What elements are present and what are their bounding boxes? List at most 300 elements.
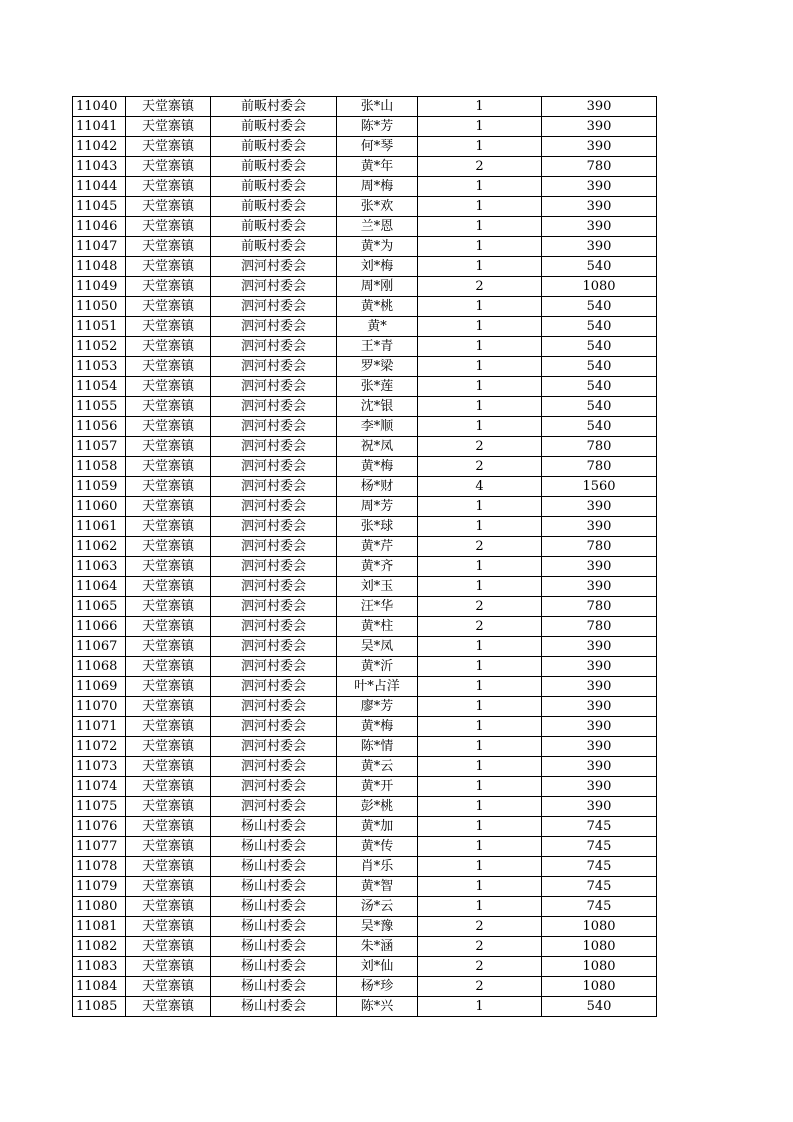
table-row bbox=[73, 237, 657, 257]
count-cell: 1 bbox=[418, 817, 542, 837]
count-cell: 1 bbox=[418, 877, 542, 897]
town-cell: 天堂寨镇 bbox=[126, 417, 211, 437]
town-cell: 天堂寨镇 bbox=[126, 117, 211, 137]
row-id-cell: 11051 bbox=[73, 317, 126, 337]
count-cell: 1 bbox=[418, 577, 542, 597]
village-cell: 杨山村委会 bbox=[211, 837, 337, 857]
town-cell: 天堂寨镇 bbox=[126, 737, 211, 757]
name-cell: 何*琴 bbox=[337, 137, 418, 157]
table-row bbox=[73, 457, 657, 477]
table-row bbox=[73, 177, 657, 197]
count-cell: 1 bbox=[418, 377, 542, 397]
name-cell: 黄*云 bbox=[337, 757, 418, 777]
row-id-cell: 11063 bbox=[73, 557, 126, 577]
town-cell: 天堂寨镇 bbox=[126, 937, 211, 957]
table-row bbox=[73, 977, 657, 997]
amount-cell: 390 bbox=[542, 217, 657, 237]
row-id-cell: 11042 bbox=[73, 137, 126, 157]
table-row bbox=[73, 817, 657, 837]
village-cell: 前畈村委会 bbox=[211, 197, 337, 217]
count-cell: 1 bbox=[418, 117, 542, 137]
name-cell: 黄*梅 bbox=[337, 717, 418, 737]
amount-cell: 780 bbox=[542, 537, 657, 557]
table-row bbox=[73, 377, 657, 397]
village-cell: 泗河村委会 bbox=[211, 617, 337, 637]
table-row bbox=[73, 397, 657, 417]
village-cell: 泗河村委会 bbox=[211, 737, 337, 757]
amount-cell: 390 bbox=[542, 717, 657, 737]
village-cell: 泗河村委会 bbox=[211, 297, 337, 317]
village-cell: 泗河村委会 bbox=[211, 457, 337, 477]
count-cell: 1 bbox=[418, 217, 542, 237]
amount-cell: 390 bbox=[542, 497, 657, 517]
count-cell: 1 bbox=[418, 857, 542, 877]
name-cell: 黄*桃 bbox=[337, 297, 418, 317]
count-cell: 1 bbox=[418, 837, 542, 857]
name-cell: 吴*豫 bbox=[337, 917, 418, 937]
count-cell: 1 bbox=[418, 737, 542, 757]
town-cell: 天堂寨镇 bbox=[126, 437, 211, 457]
name-cell: 李*顺 bbox=[337, 417, 418, 437]
amount-cell: 390 bbox=[542, 557, 657, 577]
count-cell: 1 bbox=[418, 297, 542, 317]
count-cell: 2 bbox=[418, 597, 542, 617]
village-cell: 泗河村委会 bbox=[211, 637, 337, 657]
table-row bbox=[73, 257, 657, 277]
row-id-cell: 11085 bbox=[73, 997, 126, 1017]
village-cell: 杨山村委会 bbox=[211, 817, 337, 837]
name-cell: 杨*珍 bbox=[337, 977, 418, 997]
amount-cell: 780 bbox=[542, 437, 657, 457]
name-cell: 黄*开 bbox=[337, 777, 418, 797]
count-cell: 1 bbox=[418, 677, 542, 697]
town-cell: 天堂寨镇 bbox=[126, 717, 211, 737]
town-cell: 天堂寨镇 bbox=[126, 377, 211, 397]
amount-cell: 390 bbox=[542, 697, 657, 717]
amount-cell: 390 bbox=[542, 797, 657, 817]
name-cell: 黄*柱 bbox=[337, 617, 418, 637]
row-id-cell: 11047 bbox=[73, 237, 126, 257]
village-cell: 杨山村委会 bbox=[211, 917, 337, 937]
row-id-cell: 11070 bbox=[73, 697, 126, 717]
count-cell: 1 bbox=[418, 797, 542, 817]
row-id-cell: 11073 bbox=[73, 757, 126, 777]
amount-cell: 390 bbox=[542, 197, 657, 217]
row-id-cell: 11055 bbox=[73, 397, 126, 417]
village-cell: 泗河村委会 bbox=[211, 417, 337, 437]
row-id-cell: 11069 bbox=[73, 677, 126, 697]
row-id-cell: 11061 bbox=[73, 517, 126, 537]
village-cell: 泗河村委会 bbox=[211, 777, 337, 797]
village-cell: 泗河村委会 bbox=[211, 437, 337, 457]
town-cell: 天堂寨镇 bbox=[126, 457, 211, 477]
count-cell: 1 bbox=[418, 417, 542, 437]
table-row bbox=[73, 597, 657, 617]
name-cell: 周*梅 bbox=[337, 177, 418, 197]
town-cell: 天堂寨镇 bbox=[126, 317, 211, 337]
name-cell: 吴*凤 bbox=[337, 637, 418, 657]
town-cell: 天堂寨镇 bbox=[126, 477, 211, 497]
table-row bbox=[73, 677, 657, 697]
recipient-table bbox=[72, 96, 657, 1017]
count-cell: 2 bbox=[418, 537, 542, 557]
name-cell: 汤*云 bbox=[337, 897, 418, 917]
village-cell: 泗河村委会 bbox=[211, 577, 337, 597]
village-cell: 泗河村委会 bbox=[211, 677, 337, 697]
amount-cell: 540 bbox=[542, 357, 657, 377]
count-cell: 2 bbox=[418, 957, 542, 977]
village-cell: 前畈村委会 bbox=[211, 117, 337, 137]
town-cell: 天堂寨镇 bbox=[126, 837, 211, 857]
table-row bbox=[73, 517, 657, 537]
town-cell: 天堂寨镇 bbox=[126, 257, 211, 277]
amount-cell: 780 bbox=[542, 457, 657, 477]
table-row bbox=[73, 717, 657, 737]
count-cell: 1 bbox=[418, 357, 542, 377]
town-cell: 天堂寨镇 bbox=[126, 877, 211, 897]
count-cell: 1 bbox=[418, 657, 542, 677]
name-cell: 黄*芹 bbox=[337, 537, 418, 557]
count-cell: 1 bbox=[418, 897, 542, 917]
count-cell: 1 bbox=[418, 777, 542, 797]
amount-cell: 780 bbox=[542, 597, 657, 617]
count-cell: 1 bbox=[418, 137, 542, 157]
table-row bbox=[73, 657, 657, 677]
name-cell: 汪*华 bbox=[337, 597, 418, 617]
count-cell: 1 bbox=[418, 397, 542, 417]
table-row bbox=[73, 757, 657, 777]
village-cell: 杨山村委会 bbox=[211, 977, 337, 997]
table-row bbox=[73, 937, 657, 957]
village-cell: 泗河村委会 bbox=[211, 337, 337, 357]
town-cell: 天堂寨镇 bbox=[126, 177, 211, 197]
count-cell: 2 bbox=[418, 917, 542, 937]
row-id-cell: 11067 bbox=[73, 637, 126, 657]
table-row bbox=[73, 97, 657, 117]
row-id-cell: 11052 bbox=[73, 337, 126, 357]
table-row bbox=[73, 417, 657, 437]
table-row bbox=[73, 637, 657, 657]
row-id-cell: 11064 bbox=[73, 577, 126, 597]
amount-cell: 390 bbox=[542, 577, 657, 597]
name-cell: 叶*占洋 bbox=[337, 677, 418, 697]
village-cell: 泗河村委会 bbox=[211, 317, 337, 337]
row-id-cell: 11044 bbox=[73, 177, 126, 197]
name-cell: 肖*乐 bbox=[337, 857, 418, 877]
village-cell: 泗河村委会 bbox=[211, 797, 337, 817]
name-cell: 沈*银 bbox=[337, 397, 418, 417]
village-cell: 杨山村委会 bbox=[211, 957, 337, 977]
town-cell: 天堂寨镇 bbox=[126, 237, 211, 257]
name-cell: 彭*桃 bbox=[337, 797, 418, 817]
amount-cell: 745 bbox=[542, 877, 657, 897]
amount-cell: 390 bbox=[542, 97, 657, 117]
name-cell: 刘*仙 bbox=[337, 957, 418, 977]
name-cell: 陈*情 bbox=[337, 737, 418, 757]
amount-cell: 390 bbox=[542, 637, 657, 657]
count-cell: 1 bbox=[418, 197, 542, 217]
village-cell: 杨山村委会 bbox=[211, 877, 337, 897]
row-id-cell: 11048 bbox=[73, 257, 126, 277]
town-cell: 天堂寨镇 bbox=[126, 397, 211, 417]
village-cell: 前畈村委会 bbox=[211, 157, 337, 177]
name-cell: 廖*芳 bbox=[337, 697, 418, 717]
row-id-cell: 11043 bbox=[73, 157, 126, 177]
table-body bbox=[73, 97, 657, 1017]
village-cell: 泗河村委会 bbox=[211, 497, 337, 517]
amount-cell: 540 bbox=[542, 997, 657, 1017]
village-cell: 泗河村委会 bbox=[211, 377, 337, 397]
name-cell: 张*山 bbox=[337, 97, 418, 117]
table-row bbox=[73, 297, 657, 317]
town-cell: 天堂寨镇 bbox=[126, 297, 211, 317]
count-cell: 1 bbox=[418, 557, 542, 577]
table-row bbox=[73, 737, 657, 757]
amount-cell: 540 bbox=[542, 337, 657, 357]
name-cell: 罗*梁 bbox=[337, 357, 418, 377]
town-cell: 天堂寨镇 bbox=[126, 137, 211, 157]
table-row bbox=[73, 117, 657, 137]
amount-cell: 540 bbox=[542, 317, 657, 337]
name-cell: 黄*加 bbox=[337, 817, 418, 837]
amount-cell: 745 bbox=[542, 817, 657, 837]
count-cell: 1 bbox=[418, 237, 542, 257]
amount-cell: 540 bbox=[542, 377, 657, 397]
village-cell: 泗河村委会 bbox=[211, 657, 337, 677]
count-cell: 2 bbox=[418, 437, 542, 457]
village-cell: 泗河村委会 bbox=[211, 697, 337, 717]
count-cell: 2 bbox=[418, 277, 542, 297]
amount-cell: 390 bbox=[542, 757, 657, 777]
name-cell: 兰*恩 bbox=[337, 217, 418, 237]
town-cell: 天堂寨镇 bbox=[126, 777, 211, 797]
name-cell: 刘*梅 bbox=[337, 257, 418, 277]
count-cell: 1 bbox=[418, 257, 542, 277]
table-row bbox=[73, 797, 657, 817]
row-id-cell: 11053 bbox=[73, 357, 126, 377]
village-cell: 杨山村委会 bbox=[211, 937, 337, 957]
row-id-cell: 11068 bbox=[73, 657, 126, 677]
amount-cell: 390 bbox=[542, 117, 657, 137]
table-row bbox=[73, 617, 657, 637]
town-cell: 天堂寨镇 bbox=[126, 617, 211, 637]
name-cell: 张*莲 bbox=[337, 377, 418, 397]
village-cell: 泗河村委会 bbox=[211, 517, 337, 537]
name-cell: 黄*梅 bbox=[337, 457, 418, 477]
amount-cell: 390 bbox=[542, 517, 657, 537]
village-cell: 杨山村委会 bbox=[211, 997, 337, 1017]
town-cell: 天堂寨镇 bbox=[126, 577, 211, 597]
town-cell: 天堂寨镇 bbox=[126, 597, 211, 617]
row-id-cell: 11083 bbox=[73, 957, 126, 977]
amount-cell: 1080 bbox=[542, 977, 657, 997]
table-row bbox=[73, 557, 657, 577]
count-cell: 1 bbox=[418, 517, 542, 537]
village-cell: 前畈村委会 bbox=[211, 97, 337, 117]
name-cell: 朱*涵 bbox=[337, 937, 418, 957]
table-row bbox=[73, 537, 657, 557]
count-cell: 1 bbox=[418, 717, 542, 737]
amount-cell: 1080 bbox=[542, 917, 657, 937]
village-cell: 泗河村委会 bbox=[211, 257, 337, 277]
town-cell: 天堂寨镇 bbox=[126, 197, 211, 217]
village-cell: 杨山村委会 bbox=[211, 897, 337, 917]
row-id-cell: 11077 bbox=[73, 837, 126, 857]
row-id-cell: 11081 bbox=[73, 917, 126, 937]
village-cell: 前畈村委会 bbox=[211, 177, 337, 197]
amount-cell: 390 bbox=[542, 737, 657, 757]
count-cell: 1 bbox=[418, 757, 542, 777]
amount-cell: 390 bbox=[542, 777, 657, 797]
row-id-cell: 11056 bbox=[73, 417, 126, 437]
amount-cell: 780 bbox=[542, 617, 657, 637]
amount-cell: 390 bbox=[542, 237, 657, 257]
town-cell: 天堂寨镇 bbox=[126, 497, 211, 517]
row-id-cell: 11078 bbox=[73, 857, 126, 877]
village-cell: 杨山村委会 bbox=[211, 857, 337, 877]
table-row bbox=[73, 777, 657, 797]
count-cell: 1 bbox=[418, 697, 542, 717]
town-cell: 天堂寨镇 bbox=[126, 897, 211, 917]
name-cell: 黄*智 bbox=[337, 877, 418, 897]
table-row bbox=[73, 997, 657, 1017]
table-row bbox=[73, 337, 657, 357]
name-cell: 黄*传 bbox=[337, 837, 418, 857]
name-cell: 祝*凤 bbox=[337, 437, 418, 457]
village-cell: 泗河村委会 bbox=[211, 537, 337, 557]
name-cell: 陈*芳 bbox=[337, 117, 418, 137]
amount-cell: 390 bbox=[542, 677, 657, 697]
amount-cell: 745 bbox=[542, 897, 657, 917]
amount-cell: 780 bbox=[542, 157, 657, 177]
amount-cell: 1080 bbox=[542, 957, 657, 977]
table-row bbox=[73, 497, 657, 517]
row-id-cell: 11054 bbox=[73, 377, 126, 397]
town-cell: 天堂寨镇 bbox=[126, 557, 211, 577]
village-cell: 前畈村委会 bbox=[211, 137, 337, 157]
town-cell: 天堂寨镇 bbox=[126, 797, 211, 817]
town-cell: 天堂寨镇 bbox=[126, 677, 211, 697]
row-id-cell: 11072 bbox=[73, 737, 126, 757]
count-cell: 4 bbox=[418, 477, 542, 497]
town-cell: 天堂寨镇 bbox=[126, 217, 211, 237]
name-cell: 杨*财 bbox=[337, 477, 418, 497]
amount-cell: 540 bbox=[542, 417, 657, 437]
village-cell: 泗河村委会 bbox=[211, 477, 337, 497]
amount-cell: 745 bbox=[542, 837, 657, 857]
table-row bbox=[73, 697, 657, 717]
row-id-cell: 11040 bbox=[73, 97, 126, 117]
village-cell: 泗河村委会 bbox=[211, 717, 337, 737]
row-id-cell: 11079 bbox=[73, 877, 126, 897]
row-id-cell: 11062 bbox=[73, 537, 126, 557]
name-cell: 周*刚 bbox=[337, 277, 418, 297]
row-id-cell: 11082 bbox=[73, 937, 126, 957]
table-row bbox=[73, 137, 657, 157]
row-id-cell: 11059 bbox=[73, 477, 126, 497]
count-cell: 1 bbox=[418, 637, 542, 657]
name-cell: 黄*为 bbox=[337, 237, 418, 257]
count-cell: 1 bbox=[418, 337, 542, 357]
table-row bbox=[73, 277, 657, 297]
name-cell: 周*芳 bbox=[337, 497, 418, 517]
table-row bbox=[73, 317, 657, 337]
town-cell: 天堂寨镇 bbox=[126, 517, 211, 537]
row-id-cell: 11080 bbox=[73, 897, 126, 917]
table-row bbox=[73, 357, 657, 377]
row-id-cell: 11049 bbox=[73, 277, 126, 297]
town-cell: 天堂寨镇 bbox=[126, 657, 211, 677]
town-cell: 天堂寨镇 bbox=[126, 337, 211, 357]
count-cell: 1 bbox=[418, 317, 542, 337]
amount-cell: 1080 bbox=[542, 937, 657, 957]
count-cell: 1 bbox=[418, 177, 542, 197]
table-row bbox=[73, 857, 657, 877]
town-cell: 天堂寨镇 bbox=[126, 757, 211, 777]
town-cell: 天堂寨镇 bbox=[126, 857, 211, 877]
row-id-cell: 11058 bbox=[73, 457, 126, 477]
town-cell: 天堂寨镇 bbox=[126, 157, 211, 177]
table-row bbox=[73, 877, 657, 897]
village-cell: 前畈村委会 bbox=[211, 237, 337, 257]
amount-cell: 745 bbox=[542, 857, 657, 877]
table-row bbox=[73, 437, 657, 457]
name-cell: 黄*沂 bbox=[337, 657, 418, 677]
village-cell: 泗河村委会 bbox=[211, 357, 337, 377]
row-id-cell: 11076 bbox=[73, 817, 126, 837]
row-id-cell: 11046 bbox=[73, 217, 126, 237]
table-row bbox=[73, 837, 657, 857]
town-cell: 天堂寨镇 bbox=[126, 957, 211, 977]
town-cell: 天堂寨镇 bbox=[126, 537, 211, 557]
name-cell: 黄* bbox=[337, 317, 418, 337]
table-row bbox=[73, 917, 657, 937]
count-cell: 1 bbox=[418, 997, 542, 1017]
village-cell: 泗河村委会 bbox=[211, 277, 337, 297]
amount-cell: 390 bbox=[542, 177, 657, 197]
name-cell: 张*欢 bbox=[337, 197, 418, 217]
row-id-cell: 11084 bbox=[73, 977, 126, 997]
count-cell: 2 bbox=[418, 977, 542, 997]
count-cell: 2 bbox=[418, 617, 542, 637]
row-id-cell: 11060 bbox=[73, 497, 126, 517]
count-cell: 2 bbox=[418, 937, 542, 957]
table-row bbox=[73, 217, 657, 237]
town-cell: 天堂寨镇 bbox=[126, 817, 211, 837]
village-cell: 泗河村委会 bbox=[211, 597, 337, 617]
row-id-cell: 11057 bbox=[73, 437, 126, 457]
row-id-cell: 11045 bbox=[73, 197, 126, 217]
name-cell: 黄*年 bbox=[337, 157, 418, 177]
count-cell: 1 bbox=[418, 497, 542, 517]
amount-cell: 1080 bbox=[542, 277, 657, 297]
amount-cell: 540 bbox=[542, 397, 657, 417]
table-row bbox=[73, 577, 657, 597]
name-cell: 刘*玉 bbox=[337, 577, 418, 597]
count-cell: 2 bbox=[418, 157, 542, 177]
amount-cell: 1560 bbox=[542, 477, 657, 497]
name-cell: 陈*兴 bbox=[337, 997, 418, 1017]
village-cell: 泗河村委会 bbox=[211, 557, 337, 577]
table-row bbox=[73, 197, 657, 217]
table-row bbox=[73, 477, 657, 497]
town-cell: 天堂寨镇 bbox=[126, 277, 211, 297]
name-cell: 张*球 bbox=[337, 517, 418, 537]
table-row bbox=[73, 957, 657, 977]
table-row bbox=[73, 157, 657, 177]
row-id-cell: 11071 bbox=[73, 717, 126, 737]
table-row bbox=[73, 897, 657, 917]
